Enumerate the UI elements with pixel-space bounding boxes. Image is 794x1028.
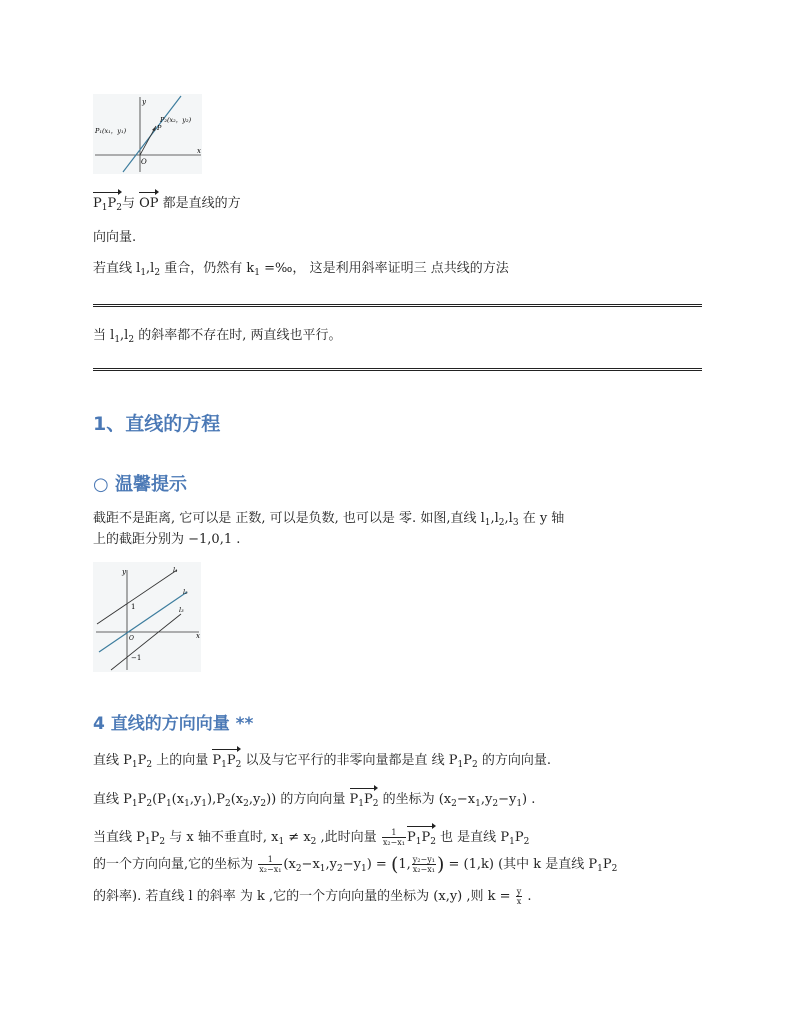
paragraph-direction-coordinates: 直线 $P_1P_2(P_1(x_1,y_1),P_2(x_2,y_2))$ 的方向向量 $P_1P_2$ 的坐标为 $(x_2-x_1,y_2-y_1)$ . [93,791,535,813]
x-axis-label-2: x [196,632,200,640]
paragraph-intercept: 截距不是距离, 它可以是 正数, 可以是负数, 也可以是 零. 如图,直线 $l_1,l_2,l_3$ 在 y 轴 [93,511,565,528]
vector-op: OP [139,196,159,211]
line-l1-label: l₁ [173,566,178,574]
vector-p1p2-4: $P_1P_2$ [407,829,436,851]
line-l2-label: l₂ [183,588,188,596]
heading-direction-vector: 4 直线的方向向量 ** [93,714,254,734]
line-l3-label: l₃ [179,606,184,614]
figure-intercepts [93,562,201,672]
divider-top [93,304,702,307]
paragraph-parallel: 当 $l_1,l_2$ 的斜率都不存在时, 两直线也平行。 [93,328,342,345]
direction-vector-diagram [93,94,202,174]
paragraph-direction-vector: 向向量. [93,230,137,245]
heading-tip: ○ 温馨提示 [93,474,187,495]
p2-label: P₂(x₂，y₂) [160,116,192,124]
intercept-neg-label: −1 [131,654,142,662]
paragraph-direction-definition: 直线 $P_1P_2$ 上的向量 $P_1P_2$ 以及与它平行的非零向量都是直 线 $P_1P_2$ 的方向向量. [93,752,551,774]
paragraph-vectors: $P_1P_2$与 OP 都是直线的方 [93,195,241,217]
vector-p1p2-2: $P_1P_2$ [212,752,241,774]
paragraph-not-perpendicular: 当直线 $P_1P_2$ 与 x 轴不垂直时, $x_1 \ne x_2$ ,此时向量 $\frac{1}{\text{x₂−x₁}}$ $P_1P_2$ 也 是直线 $P_1P_2$ [93,828,529,851]
vector-p1p2-3: $P_1P_2$ [350,791,379,813]
fraction-y-over-x: $\frac{y}{x}$ [516,887,522,906]
y-axis-label-2: y [122,568,126,576]
p1-label: P₁(x₁，y₁) [95,127,127,135]
paragraph-intercept-values: 上的截距分别为 −1,0,1 . [93,532,241,547]
divider-bottom [93,368,702,371]
y-axis-label: y [142,98,146,106]
paragraph-direction-slope: 的一个方向向量,它的坐标为 $\frac{1}{\text{x₂−x₁}}$ $(x_2-x_1,y_2-y_1) = (1$, $\frac{\text{y₂−y₁}}{\text{x₂−x₁}}$ ) = (1,k) (其中 k 是直线 $P_1P_2$ [93,853,618,876]
figure-direction-vector [93,94,202,174]
fraction-scalar: $\frac{1}{\text{x₂−x₁}}$ [382,828,405,847]
origin-label-2: O [129,635,134,642]
intercepts-diagram [93,562,201,672]
p-label: P [157,124,162,132]
origin-label: O [141,158,147,166]
fraction-scalar-2: $\frac{1}{\text{x₂−x₁}}$ [259,855,282,874]
vector-p1p2: $P_1P_2$ [93,195,122,217]
x-axis-label: x [197,147,201,155]
intercept-one-label: 1 [131,603,136,611]
fraction-slope: $\frac{\text{y₂−y₁}}{\text{x₂−x₁}}$ [412,855,435,874]
paragraph-coincide: 若直线 $l_1,l_2$ 重合，仍然有 $k_1$ =‰， 这是利用斜率证明三 点共线的方法 [93,261,509,278]
paragraph-slope-definition: 的斜率). 若直线 l 的斜率 为 k ,它的一个方向向量的坐标为 (x,y) ,则 k = $\frac{y}{x}$ . [93,887,532,906]
heading-line-equation: 1、直线的方程 [93,413,221,435]
